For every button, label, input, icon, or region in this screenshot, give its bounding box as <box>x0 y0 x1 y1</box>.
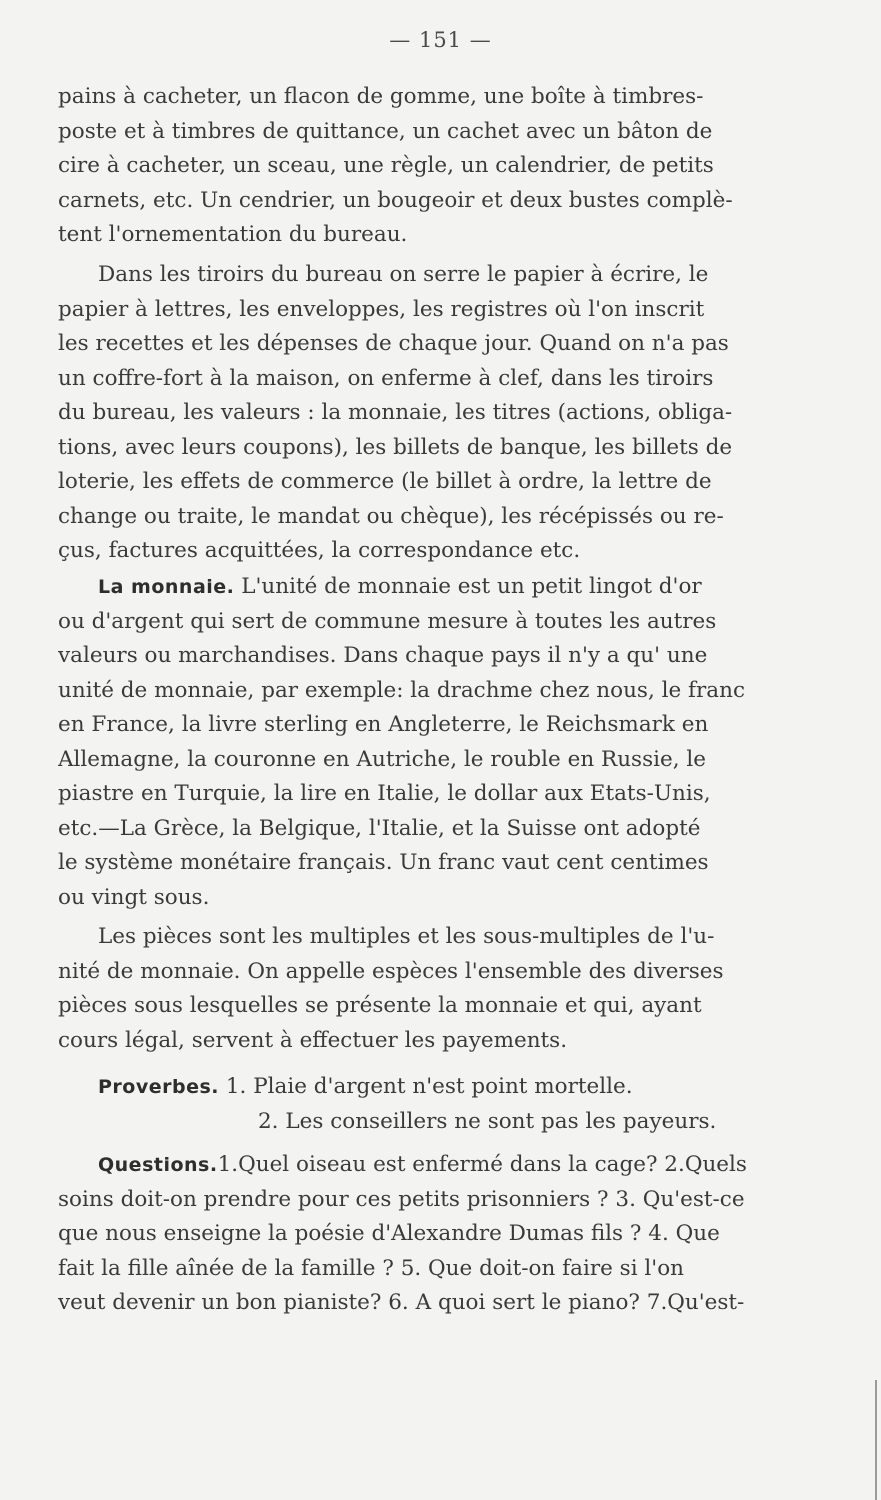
proverb-item: 2. Les conseillers ne sont pas les payeurs. <box>258 1108 717 1134</box>
text-line: pièces sous lesquelles se présente la monnaie et qui, ayant <box>58 993 702 1018</box>
text-line <box>58 1148 818 1183</box>
text-line: que nous enseigne la poésie d'Alexandre Dumas fils ? 4. Que <box>58 1221 720 1246</box>
text-line: du bureau, les valeurs : la monnaie, les titres (actions, obliga- <box>58 400 733 425</box>
text-line: papier à lettres, les enveloppes, les registres où l'on inscrit <box>58 296 705 322</box>
text-fragment: L'unité de monnaie est un petit lingot d'or <box>234 574 702 599</box>
text-line <box>58 1070 818 1105</box>
text-line: soins doit-on prendre pour ces petits prisonniers ? 3. Qu'est-ce <box>58 1186 745 1212</box>
text-line: etc.—La Grèce, la Belgique, l'Italie, et la Suisse ont adopté <box>58 815 701 841</box>
text-line: tent l'ornementation du bureau. <box>58 222 408 247</box>
text-line <box>58 570 818 605</box>
section-heading-monnaie: La monnaie. <box>98 576 235 598</box>
text-line: valeurs ou marchandises. Dans chaque pays il n'y a qu' une <box>58 643 708 668</box>
section-heading-proverbes: Proverbes. <box>98 1076 220 1098</box>
text-line: en France, la livre sterling en Angleterre, le Reichsmark en <box>58 712 709 737</box>
text-line: pains à cacheter, un flacon de gomme, une boîte à timbres- <box>58 84 704 109</box>
text-line: loterie, les effets de commerce (le billet à ordre, la lettre de <box>58 469 712 494</box>
page-edge-divider <box>875 1380 877 1500</box>
page-number: — 151 — <box>389 28 492 52</box>
text-line: unité de monnaie, par exemple: la drachme chez nous, le franc <box>58 677 746 703</box>
proverb-item: 1. Plaie d'argent n'est point mortelle. <box>219 1074 633 1099</box>
text-line: cire à cacheter, un sceau, une règle, un calendrier, de petits <box>58 153 714 178</box>
text-line: poste et à timbres de quittance, un cachet avec un bâton de <box>58 118 713 144</box>
text-line: les recettes et les dépenses de chaque jour. Quand on n'a pas <box>58 331 729 356</box>
text-line: ou d'argent qui sert de commune mesure à toutes les autres <box>58 608 717 634</box>
text-line: cours légal, servent à effectuer les payements. <box>58 1027 568 1053</box>
paragraph-monnaie <box>58 570 818 915</box>
text-line: Dans les tiroirs du bureau on serre le papier à écrire, le <box>98 262 709 287</box>
paragraph-desk-drawers <box>58 258 818 569</box>
text-line: change ou traite, le mandat ou chèque), les récépissés ou re- <box>58 503 724 529</box>
text-line: ou vingt sous. <box>58 884 210 910</box>
text-line: fait la fille aînée de la famille ? 5. Que doit-on faire si l'on <box>58 1255 684 1281</box>
text-line: çus, factures acquittées, la correspondance etc. <box>58 538 581 563</box>
text-line: Les pièces sont les multiples et les sous-multiples de l'u- <box>98 924 715 949</box>
questions-section <box>58 1148 818 1321</box>
text-line: le système monétaire français. Un franc vaut cent centimes <box>58 850 709 875</box>
text-line: piastre en Turquie, la lire en Italie, le dollar aux Etats-Unis, <box>58 781 711 806</box>
text-line: un coffre-fort à la maison, on enferme à clef, dans les tiroirs <box>58 365 714 391</box>
proverbs-section <box>58 1070 818 1139</box>
text-line: tions, avec leurs coupons), les billets de banque, les billets de <box>58 434 733 460</box>
paragraph-pieces <box>58 920 818 1058</box>
text-line: Allemagne, la couronne en Autriche, le rouble en Russie, le <box>58 746 706 772</box>
section-heading-questions: Questions. <box>98 1154 218 1176</box>
text-line: nité de monnaie. On appelle espèces l'ensemble des diverses <box>58 958 724 984</box>
text-line: carnets, etc. Un cendrier, un bougeoir et deux bustes complè- <box>58 187 733 213</box>
text-line: veut devenir un bon pianiste? 6. A quoi sert le piano? 7.Qu'est- <box>58 1290 745 1315</box>
text-fragment: 1.Quel oiseau est enfermé dans la cage? 2.Quels <box>217 1152 747 1177</box>
paragraph-desk-items <box>58 80 818 253</box>
